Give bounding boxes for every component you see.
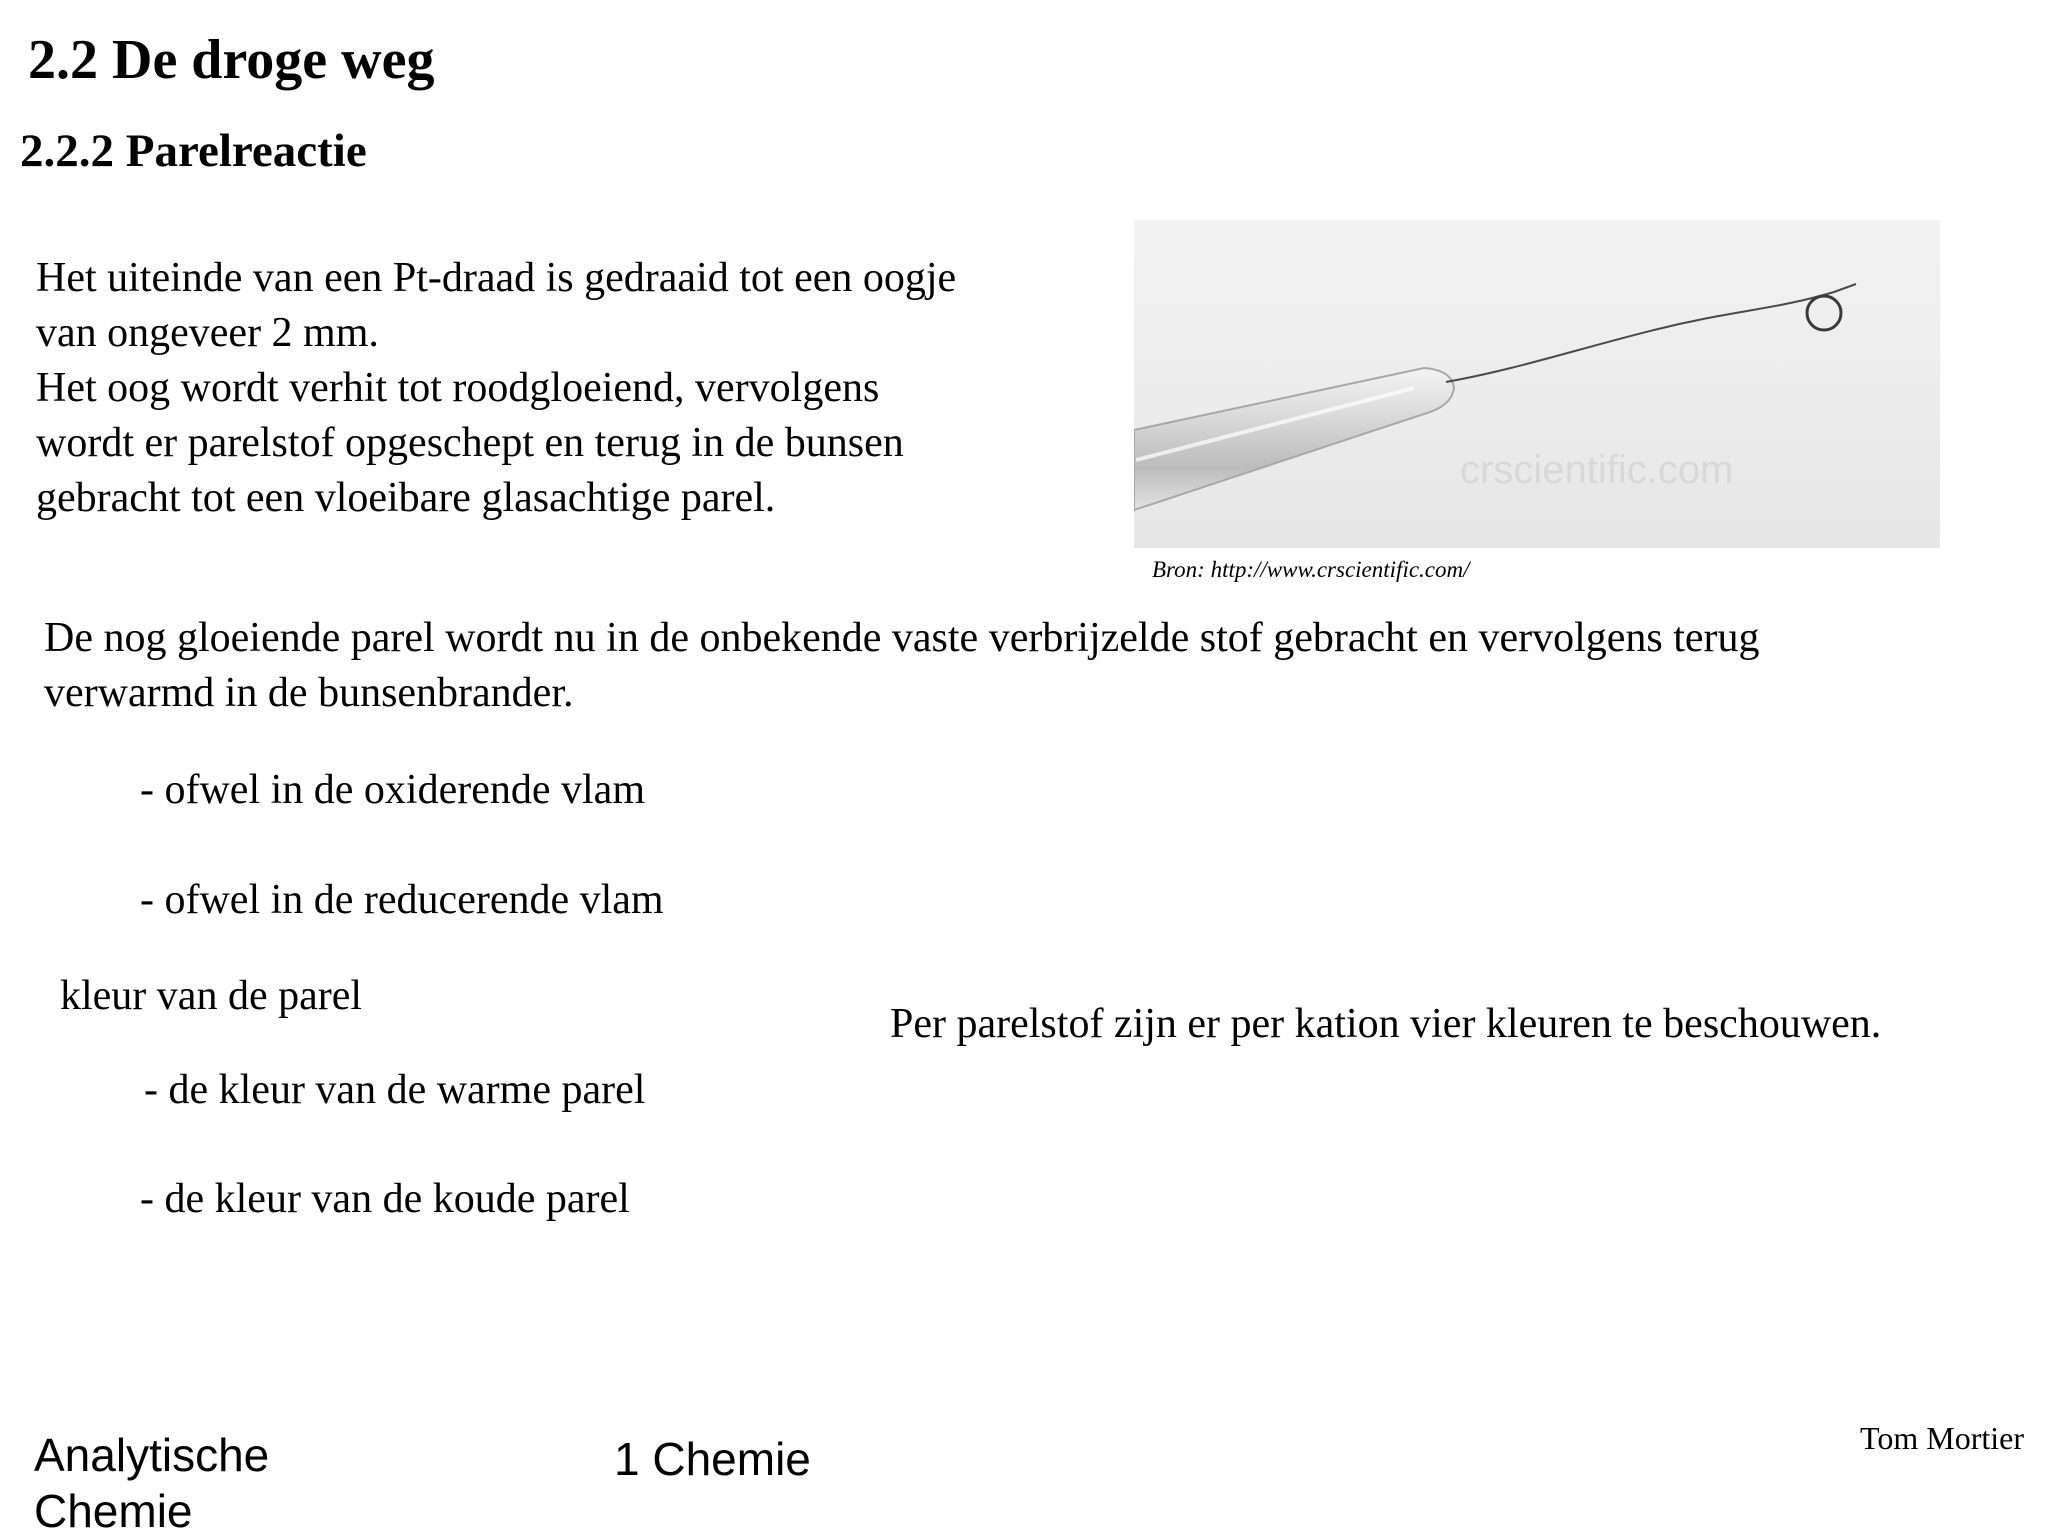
section-subtitle: 2.2.2 Parelreactie <box>20 125 367 177</box>
color-item: - de kleur van de warme parel <box>144 1067 646 1113</box>
color-item: - de kleur van de koude parel <box>140 1176 630 1222</box>
flame-option: - ofwel in de reducerende vlam <box>140 877 664 923</box>
caption-prefix: Bron <box>1152 557 1198 582</box>
intro-line: Het oog wordt verhit tot roodgloeiend, vervolgens <box>36 365 880 411</box>
color-section-label: kleur van de parel <box>60 973 363 1019</box>
flame-option: - ofwel in de oxiderende vlam <box>140 767 645 813</box>
intro-line: van ongeveer 2 mm. <box>36 310 379 356</box>
color-section-note: Per parelstof zijn er per kation vier kleuren te beschouwen. <box>890 1001 1882 1047</box>
footer-course: Analytische <box>34 1429 270 1481</box>
page-title: 2.2 De droge weg <box>28 29 435 91</box>
paragraph-line: De nog gloeiende parel wordt nu in de onbekende vaste verbrijzelde stof gebracht en vervolgens terug <box>44 615 1760 661</box>
caption-url: : http://www.crscientific.com/ <box>1197 557 1470 582</box>
footer-class: 1 Chemie <box>614 1433 811 1485</box>
figure-caption <box>1152 557 1470 583</box>
photo-watermark: crscientific.com <box>1460 448 1734 492</box>
platinum-wire-illustration <box>1134 220 1940 548</box>
intro-line: gebracht tot een vloeibare glasachtige parel. <box>36 475 776 521</box>
intro-line: Het uiteinde van een Pt-draad is gedraaid tot een oogje <box>36 255 957 301</box>
footer-course: Chemie <box>34 1485 193 1537</box>
wire-loop <box>1807 296 1841 330</box>
paragraph-line: verwarmd in de bunsenbrander. <box>44 670 574 716</box>
intro-line: wordt er parelstof opgeschept en terug in de bunsen <box>36 420 904 466</box>
footer-author: Tom Mortier <box>1860 1420 2024 1456</box>
platinum-wire-photo <box>1134 220 1940 548</box>
pt-wire <box>1446 284 1856 382</box>
